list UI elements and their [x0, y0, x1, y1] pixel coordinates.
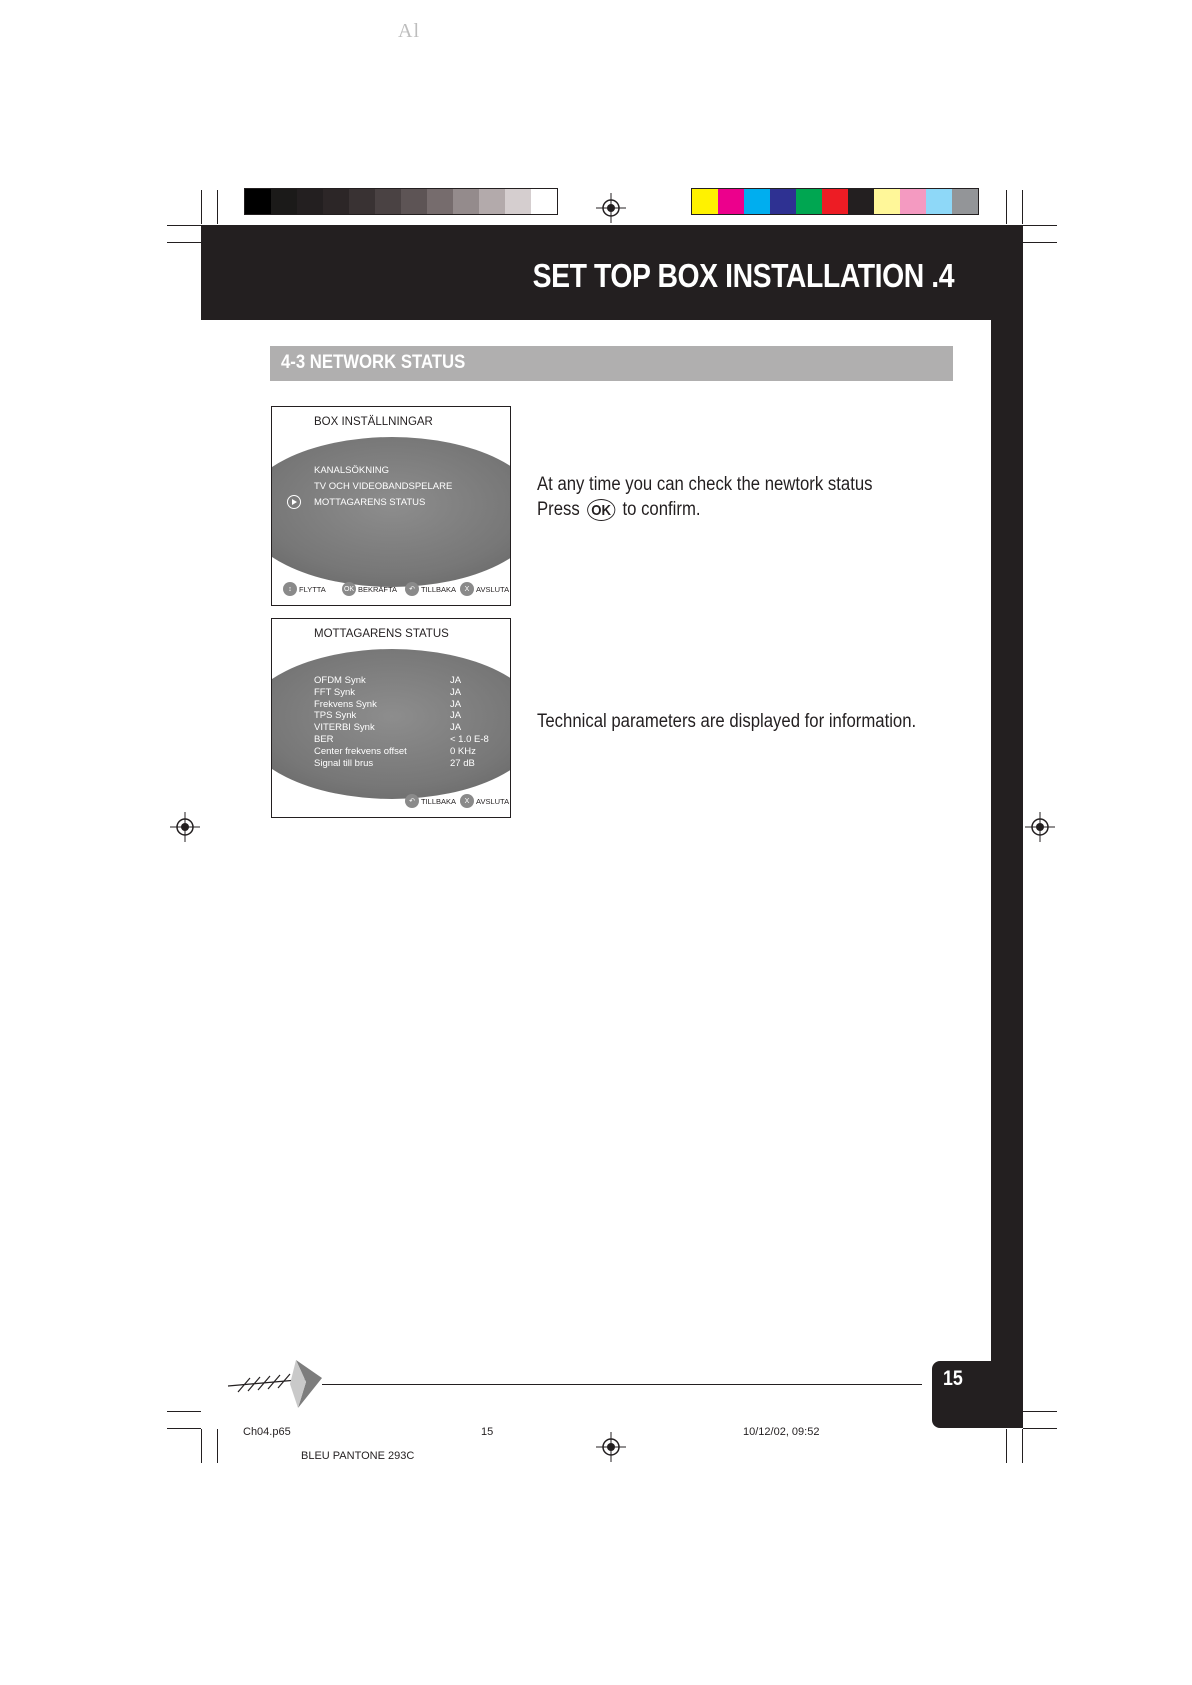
- slug-date: 10/12/02, 09:52: [743, 1426, 820, 1438]
- screen-title: MOTTAGARENS STATUS: [314, 628, 449, 640]
- gray-swatch-0: [245, 189, 271, 214]
- menu-item-channel-search[interactable]: KANALSÖKNING: [314, 465, 389, 476]
- color-swatch-3: [770, 189, 796, 214]
- table-row: TPS Synk JA: [314, 710, 462, 722]
- gray-swatch-11: [531, 189, 557, 214]
- process-color-bar: [691, 188, 979, 215]
- footer-back: [405, 582, 456, 596]
- table-row: VITERBI Synk JA: [314, 722, 462, 734]
- box-settings-screen: [271, 406, 511, 606]
- gray-swatch-5: [375, 189, 401, 214]
- footer-exit: [460, 794, 509, 808]
- move-label: FLYTTA: [299, 584, 326, 594]
- menu-list: [314, 463, 452, 511]
- footer-rule: [322, 1384, 922, 1385]
- footer-move: [283, 582, 326, 596]
- color-swatch-8: [900, 189, 926, 214]
- cursor-arrow-icon: [287, 495, 301, 509]
- registration-mark-top: [596, 193, 626, 223]
- back-label: TILLBAKA: [421, 796, 457, 806]
- table-row: FFT Synk JA: [314, 686, 462, 698]
- gray-color-bar: [244, 188, 558, 215]
- exit-icon: X: [460, 794, 474, 808]
- gray-swatch-1: [271, 189, 297, 214]
- color-swatch-7: [874, 189, 900, 214]
- color-swatch-10: [952, 189, 978, 214]
- top-mark: Al: [398, 20, 420, 42]
- exit-label: AVSLUTA: [476, 584, 510, 594]
- table-row: Center frekvens offset 0 KHz: [314, 745, 476, 757]
- press-label: Press: [537, 499, 580, 521]
- gray-swatch-3: [323, 189, 349, 214]
- table-row: Signal till brus 27 dB: [314, 757, 475, 769]
- ok-icon: OK: [342, 582, 356, 596]
- table-row: Frekvens Synk JA: [314, 698, 462, 710]
- color-swatch-0: [692, 189, 718, 214]
- status-table: [314, 675, 489, 769]
- back-arrow-icon: ↶: [405, 794, 419, 808]
- gray-swatch-10: [505, 189, 531, 214]
- network-status-text: At any time you can check the newtork status: [537, 474, 873, 495]
- footer-back: [405, 794, 456, 808]
- color-swatch-9: [926, 189, 952, 214]
- press-ok-text: [537, 499, 701, 521]
- page-number: 15: [943, 1367, 963, 1390]
- slug-color-note: BLEU PANTONE 293C: [301, 1450, 415, 1462]
- menu-item-tv-vcr[interactable]: TV OCH VIDEOBANDSPELARE: [314, 481, 453, 492]
- back-label: TILLBAKA: [421, 584, 457, 594]
- registration-mark-bottom: [596, 1432, 626, 1462]
- side-band: [991, 225, 1023, 1428]
- menu-item-receiver-status[interactable]: MOTTAGARENS STATUS: [314, 497, 426, 508]
- color-swatch-1: [718, 189, 744, 214]
- gray-swatch-4: [349, 189, 375, 214]
- gray-swatch-9: [479, 189, 505, 214]
- color-swatch-5: [822, 189, 848, 214]
- color-swatch-6: [848, 189, 874, 214]
- menu-oval: [271, 437, 511, 587]
- color-swatch-4: [796, 189, 822, 214]
- confirm-label: BEKRÄFTA: [358, 584, 398, 594]
- slug-page: 15: [481, 1426, 494, 1438]
- gray-swatch-2: [297, 189, 323, 214]
- section-title: 4-3 NETWORK STATUS: [281, 352, 466, 373]
- gray-swatch-8: [453, 189, 479, 214]
- screen-title: BOX INSTÄLLNINGAR: [314, 416, 433, 428]
- confirm-label: to confirm.: [622, 499, 701, 521]
- receiver-status-screen: [271, 618, 511, 818]
- table-row: BER < 1.0 E-8: [314, 733, 489, 745]
- gray-swatch-6: [401, 189, 427, 214]
- exit-label: AVSLUTA: [476, 796, 510, 806]
- antenna-logo-icon: [224, 1354, 324, 1415]
- table-row: OFDM Synk JA: [314, 675, 462, 686]
- up-down-arrows-icon: ↕: [283, 582, 297, 596]
- technical-parameters-text: Technical parameters are displayed for information.: [537, 711, 917, 732]
- registration-mark-left: [170, 812, 200, 842]
- registration-mark-right: [1025, 812, 1055, 842]
- exit-icon: X: [460, 582, 474, 596]
- slug-file: Ch04.p65: [243, 1426, 291, 1438]
- color-swatch-2: [744, 189, 770, 214]
- page-title: SET TOP BOX INSTALLATION .4: [532, 257, 954, 294]
- gray-swatch-7: [427, 189, 453, 214]
- back-arrow-icon: ↶: [405, 582, 419, 596]
- ok-button-icon: OK: [587, 499, 615, 521]
- footer-exit: [460, 582, 509, 596]
- footer-confirm: [342, 582, 397, 596]
